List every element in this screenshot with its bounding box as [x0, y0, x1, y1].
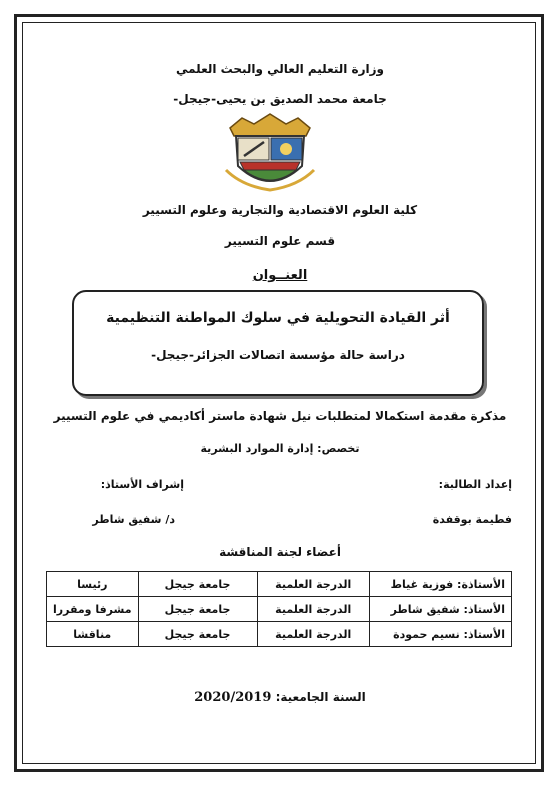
member-university: جامعة جيجل [138, 597, 257, 622]
supervisor-name: د/ شفيق شاطر [92, 513, 175, 526]
title-box [72, 290, 484, 396]
table-row [47, 597, 512, 622]
member-role: مناقشا [47, 622, 139, 647]
specialization: تخصص: إدارة الموارد البشرية [200, 442, 360, 455]
table-row [47, 622, 512, 647]
university-crest-icon [222, 110, 318, 196]
academic-year-value: 2020/2019 [194, 690, 272, 705]
member-role: مشرفا ومقررا [47, 597, 139, 622]
thesis-subtitle: دراسة حالة مؤسسة اتصالات الجزائر-جيجل- [151, 348, 405, 362]
academic-year [0, 690, 560, 705]
thesis-title: أثر القيادة التحويلية في سلوك المواطنة التنظيمية [106, 310, 450, 326]
member-university: جامعة جيجل [138, 572, 257, 597]
member-degree: الدرجة العلمية [257, 597, 369, 622]
student-name: فطيمة بوقفدة [432, 513, 512, 526]
member-university: جامعة جيجل [138, 622, 257, 647]
supervised-by-label: إشراف الأستاذ: [100, 478, 184, 491]
member-name: الأستاذ: نسيم حمودة [369, 622, 511, 647]
member-degree: الدرجة العلمية [257, 572, 369, 597]
committee-table [46, 571, 512, 647]
faculty-name: كلية العلوم الاقتصادية والتجارية وعلوم التسيير [142, 203, 418, 217]
prepared-by-label: إعداد الطالبة: [438, 478, 512, 491]
academic-year-label: السنة الجامعية: [275, 690, 366, 704]
university-name: جامعة محمد الصديق بن يحيى-جيجل- [173, 92, 387, 106]
member-role: رئيسا [47, 572, 139, 597]
member-name: الأستاذة: فوزية غياط [369, 572, 511, 597]
member-degree: الدرجة العلمية [257, 622, 369, 647]
table-row [47, 572, 512, 597]
committee-title: أعضاء لجنة المناقشة [219, 545, 341, 559]
ministry-name: وزارة التعليم العالي والبحث العلمي [175, 62, 385, 76]
title-heading: العنــوان [252, 268, 308, 283]
thesis-statement: مذكرة مقدمة استكمالا لمتطلبات نيل شهادة ماستر أكاديمي في علوم التسيير [53, 409, 507, 423]
department-name: قسم علوم التسيير [224, 234, 336, 248]
member-name: الأستاذ: شفيق شاطر [369, 597, 511, 622]
